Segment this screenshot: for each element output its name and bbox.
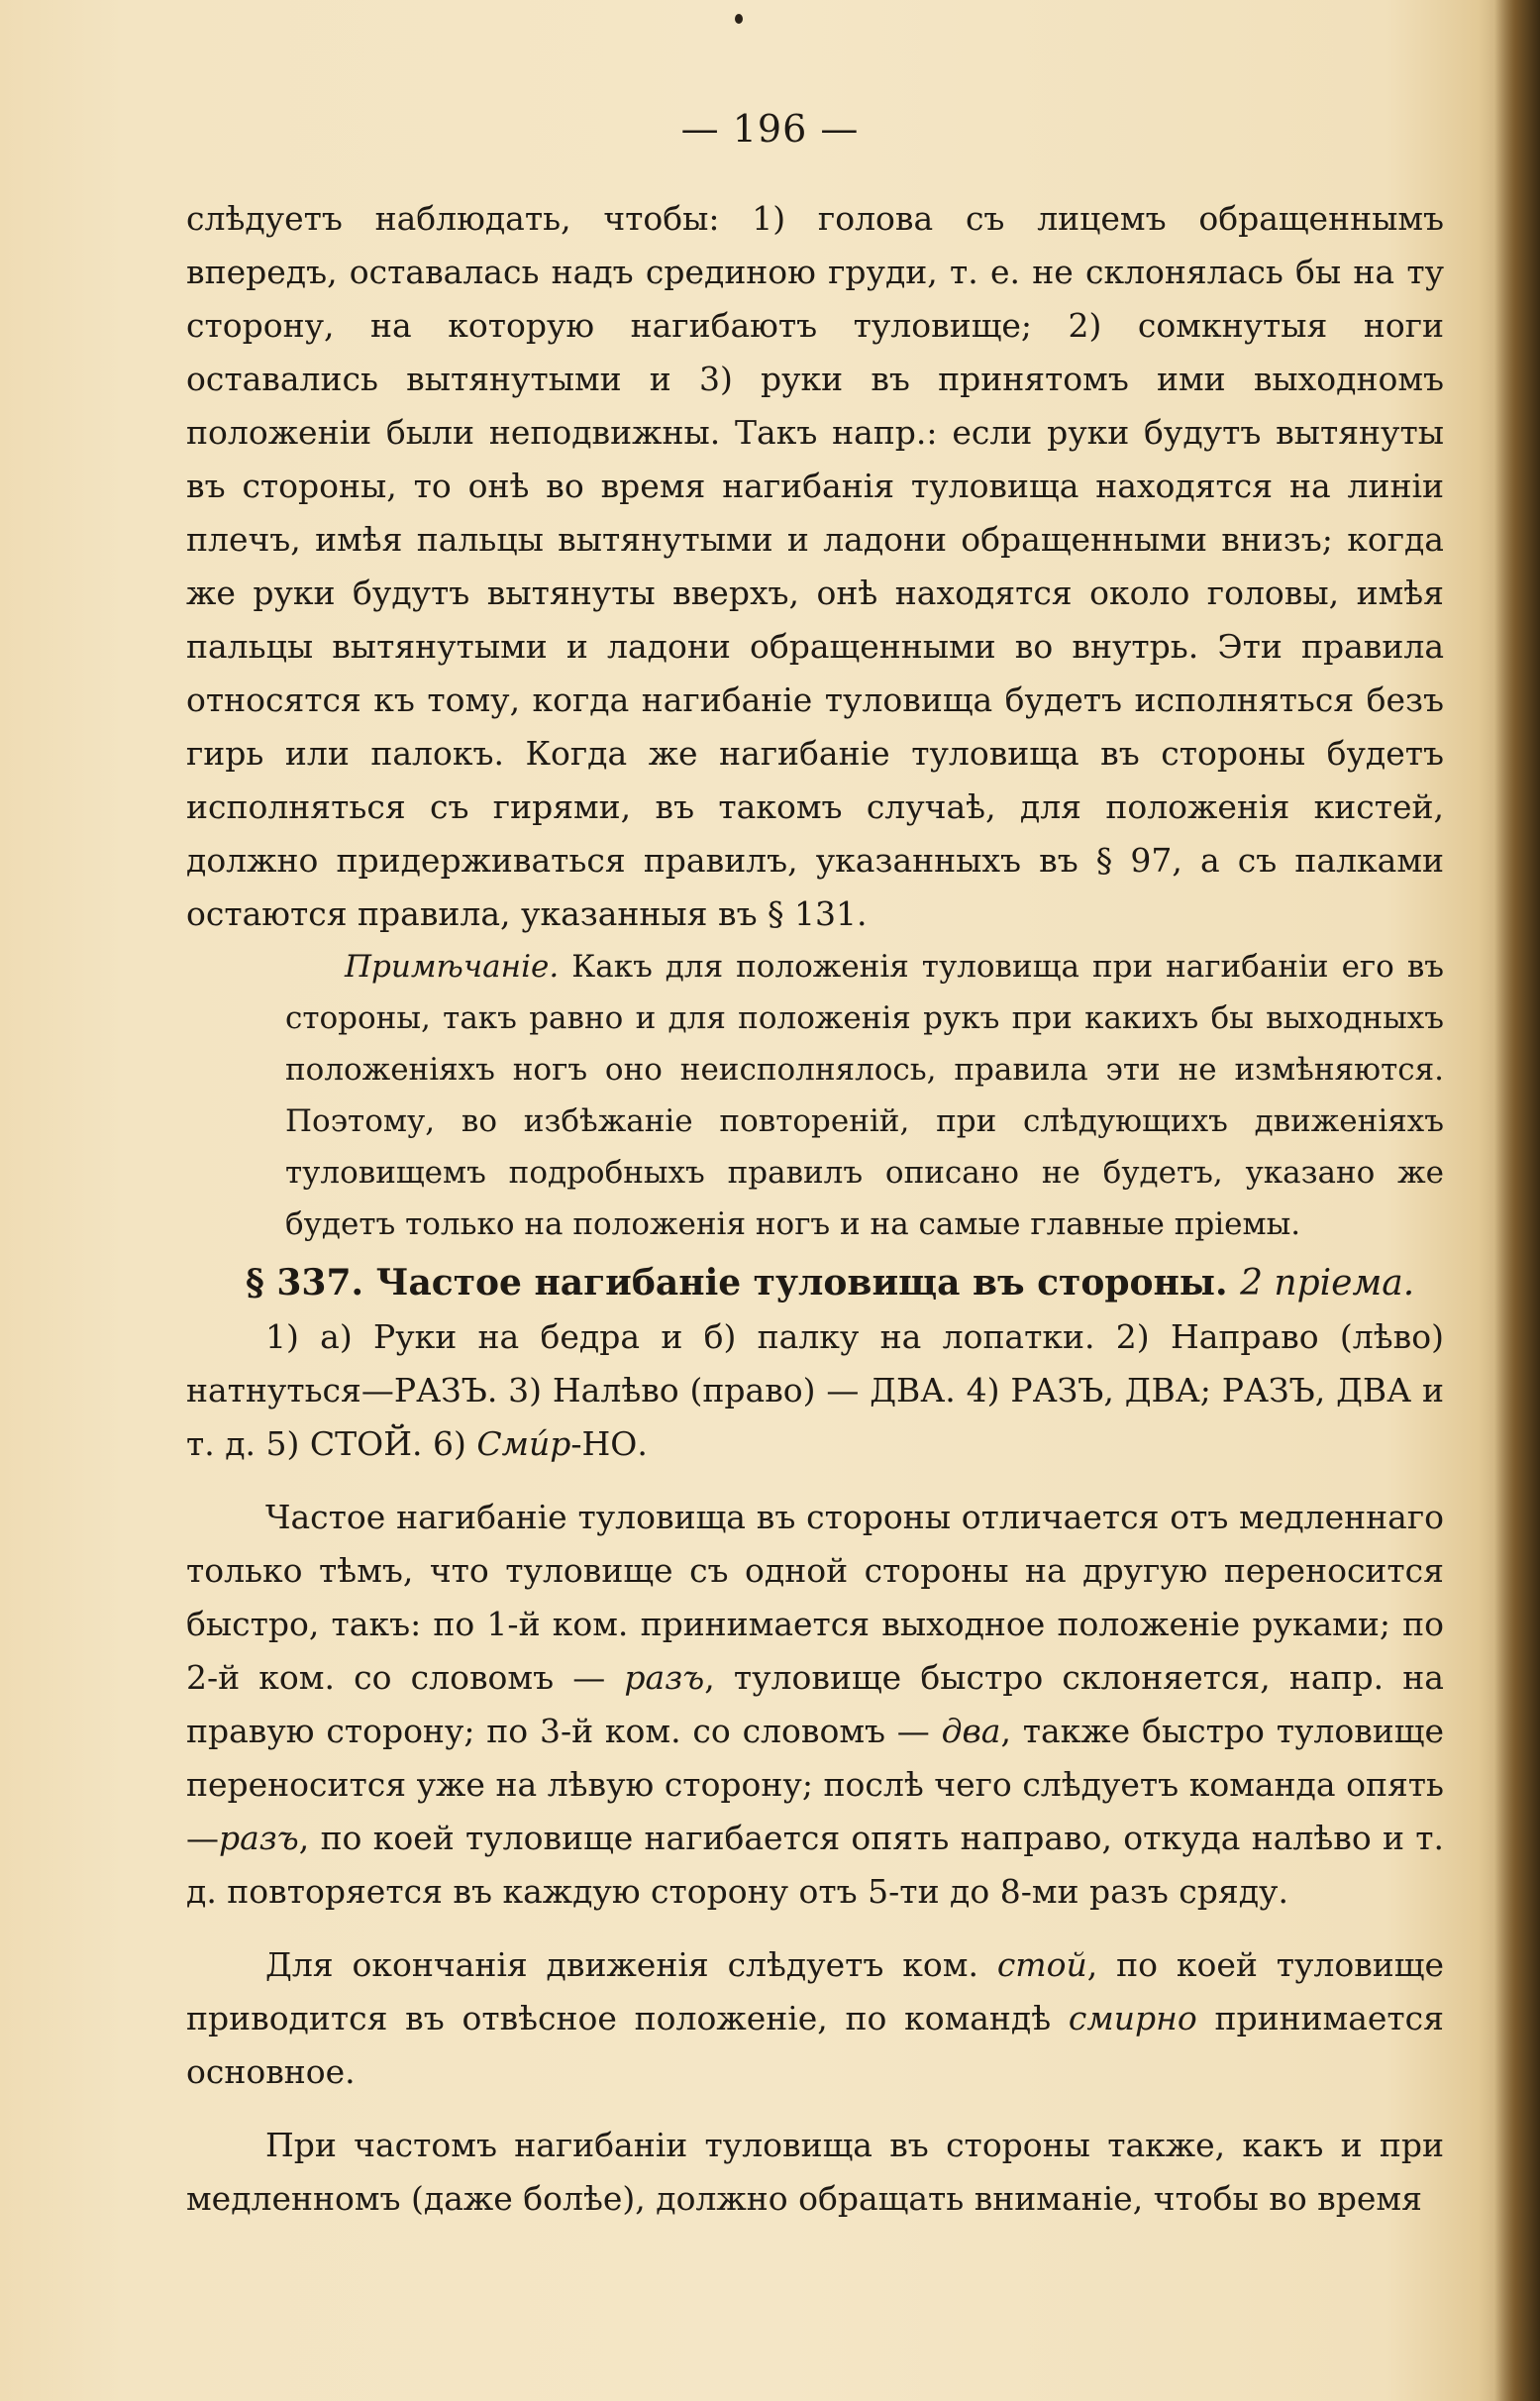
paragraph-2 — [186, 1491, 1444, 1919]
page-number: — 196 — — [680, 107, 860, 151]
commands-smir: Смúр — [476, 1424, 571, 1463]
p2-raz-1: разъ — [624, 1658, 705, 1697]
commands-text-b: -НО. — [570, 1424, 648, 1463]
section-heading — [186, 1256, 1444, 1310]
paragraph-4: При частомъ нагибаніи туловища въ стороны также, какъ и при медленномъ (даже болѣе), должно обращать вниманіе, чтобы во время — [186, 2126, 1444, 2218]
p2-dva: два — [941, 1712, 1001, 1750]
paragraph-1: слѣдуетъ наблюдать, чтобы: 1) голова съ лицемъ обращеннымъ впередъ, оставалась надъ срединою груди, т. е. не склонялась бы на ту сторону, на которую нагибаютъ туловище; 2) сомкнутыя ноги оставались вытянутыми и 3) руки въ принятомъ ими выходномъ положеніи были неподвижны. Такъ напр.: если руки будутъ вытянуты въ стороны, то онѣ во время нагибанія туловища находятся на линіи плечъ, имѣя пальцы вытянутыми и ладони обращенными внизъ; когда же руки будутъ вытянуты вверхъ, онѣ находятся около головы, имѣя пальцы вытянутыми и ладони обращенными во внутрь. Эти правила относятся къ тому, когда нагибаніе туловища будетъ исполняться безъ гирь или палокъ. Когда же нагибаніе туловища въ стороны будетъ исполняться съ гирями, въ такомъ случаѣ, для положенія кистей, должно придерживаться правилъ, указанныхъ въ § 97, а съ палками остаются правила, указанныя въ § 131. — [186, 199, 1444, 933]
section-title: § 337. Частое нагибаніе туловища въ стороны. — [246, 1262, 1228, 1304]
p3-text-c: принимается основное. — [186, 1999, 1444, 2091]
p2-raz-2: разъ — [219, 1819, 299, 1857]
p3-text-b: , по коей туловище приводится въ отвѣсное положеніе, по командѣ — [186, 1945, 1444, 2037]
page-body — [186, 192, 1444, 2226]
commands-text-a: 1) а) Руки на бедра и б) палку на лопатки. 2) Направо (лѣво) натнуться—РАЗЪ. 3) Налѣво (право) — ДВА. 4) РАЗЪ, ДВА; РАЗЪ, ДВА и т. д. 5) СТОЙ. 6) — [186, 1317, 1444, 1463]
paragraph-3 — [186, 1938, 1444, 2099]
p2-text-a: Частое нагибаніе туловища въ стороны отличается отъ медленнаго только тѣмъ, что туловище съ одной стороны на другую переносится быстро, такъ: по 1-й ком. принимается выходное положеніе руками; по 2-й ком. со словомъ — — [186, 1498, 1444, 1697]
p3-stoi: стой — [996, 1945, 1087, 1984]
book-spine-shadow — [1494, 0, 1540, 2401]
note-text: Какъ для положенія туловища при нагибаніи его въ стороны, такъ равно и для положенія рукъ при какихъ бы выходныхъ положеніяхъ ногъ оно неисполнялось, правила эти не измѣняются. Поэтому, во избѣжаніе повтореній, при слѣдующихъ движеніяхъ туловищемъ подробныхъ правилъ описано не будетъ, указано же будетъ только на положенія ногъ и на самые главные пріемы. — [285, 949, 1444, 1242]
p3-smirno: смирно — [1068, 1999, 1197, 2037]
p2-text-c: , также быстро туловище переносится уже на лѣвую сторону; послѣ чего слѣдуетъ команда опять— — [186, 1712, 1444, 1857]
section-subtitle: 2 пріема. — [1240, 1263, 1415, 1304]
p2-text-b: , туловище быстро склоняется, напр. на правую сторону; по 3-й ком. со словомъ — — [186, 1658, 1444, 1750]
note-label: Примѣчаніе. — [345, 949, 560, 985]
p3-text-a: Для окончанія движенія слѣдуетъ ком. — [265, 1945, 978, 1984]
ink-speck — [735, 14, 743, 24]
note-block — [285, 941, 1444, 1250]
commands-paragraph — [186, 1310, 1444, 1471]
p2-text-d: , по коей туловище нагибается опять направо, откуда налѣво и т. д. повторяется въ каждую сторону отъ 5-ти до 8-ми разъ сряду. — [186, 1819, 1444, 1911]
